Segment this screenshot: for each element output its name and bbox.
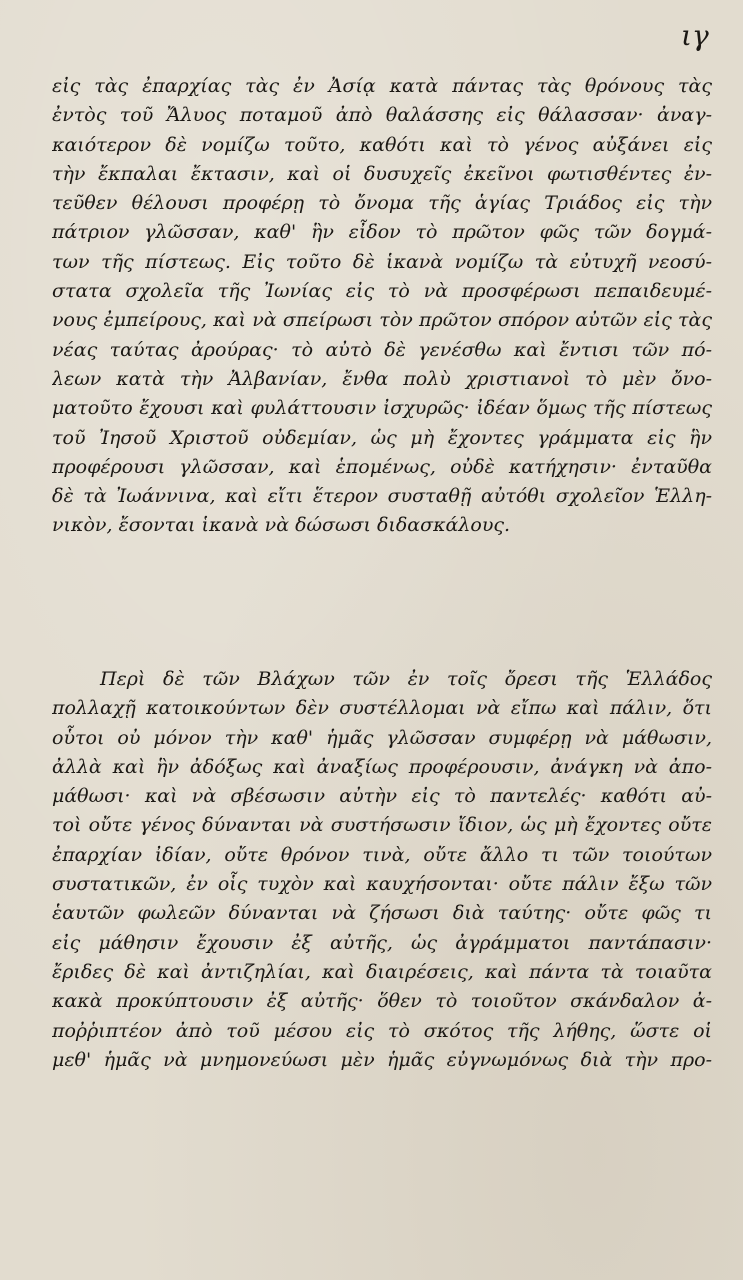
text-line: ἐπαρχίαν ἰδίαν, οὔτε θρόνον τινὰ, οὔτε ἄλλο τι τῶν τοιούτων [52, 843, 712, 866]
text-line: ἑαυτῶν φωλεῶν δύνανται νὰ ζήσωσι διὰ ταύτης· οὔτε φῶς τι [52, 902, 712, 925]
text-line: πάτριον γλῶσσαν, καθ' ἣν εἶδον τὸ πρῶτον φῶς τῶν δογμά- [52, 221, 712, 244]
text-line: στατα σχολεῖα τῆς Ἰωνίας εἰς τὸ νὰ προσφέρωσι πεπαιδευμέ- [52, 280, 712, 303]
text-line: ἀλλὰ καὶ ἣν ἀδόξως καὶ ἀναξίως προφέρουσιν, ἀνάγκη νὰ ἀπο- [52, 755, 712, 778]
text-line: τὴν ἔκπαλαι ἔκτασιν, καὶ οἱ δυσυχεῖς ἐκεῖνοι φωτισθέντες ἐν- [52, 162, 712, 185]
text-line: τοὶ οὔτε γένος δύνανται νὰ συστήσωσιν ἴδιον, ὡς μὴ ἔχοντες οὔτε [52, 814, 712, 837]
text-line: νέας ταύτας ἀρούρας· τὸ αὐτὸ δὲ γενέσθω καὶ ἔντισι τῶν πό- [52, 338, 712, 361]
text-line: δὲ τὰ Ἰωάννινα, καὶ εἴτι ἕτερον συσταθῇ αὐτόθι σχολεῖον Ἑλλη- [52, 485, 712, 508]
text-line: τοῦ Ἰησοῦ Χριστοῦ οὐδεμίαν, ὡς μὴ ἔχοντες γράμματα εἰς ἣν [52, 426, 712, 449]
text-line: προφέρουσι γλῶσσαν, καὶ ἑπομένως, οὐδὲ κατήχησιν· ἐνταῦθα [52, 455, 712, 478]
text-line: οὗτοι οὐ μόνον τὴν καθ' ἡμᾶς γλῶσσαν συμφέρῃ νὰ μάθωσιν, [52, 726, 712, 749]
text-line: των τῆς πίστεως. Εἰς τοῦτο δὲ ἱκανὰ νομίζω τὰ εὐτυχῆ νεοσύ- [52, 250, 712, 273]
text-line: τεῦθεν θέλουσι προφέρῃ τὸ ὄνομα τῆς ἁγίας Τριάδος εἰς τὴν [52, 192, 712, 215]
text-line: ποῤῥιπτέον ἀπὸ τοῦ μέσου εἰς τὸ σκότος τῆς λήθης, ὥστε οἱ [52, 1019, 712, 1042]
text-line: μεθ' ἡμᾶς νὰ μνημονεύωσι μὲν ἡμᾶς εὐγνωμόνως διὰ τὴν προ- [52, 1048, 712, 1071]
text-line: συστατικῶν, ἐν οἷς τυχὸν καὶ καυχήσονται· οὔτε πάλιν ἔξω τῶν [52, 873, 712, 896]
text-line: νους ἐμπείρους, καὶ νὰ σπείρωσι τὸν πρῶτον σπόρον αὐτῶν εἰς τὰς [52, 309, 712, 332]
text-line: μάθωσι· καὶ νὰ σβέσωσιν αὐτὴν εἰς τὸ παντελές· καθότι αὐ- [52, 785, 712, 808]
paragraph-2 [52, 665, 712, 1075]
text-line: ματοῦτο ἔχουσι καὶ φυλάττουσιν ἰσχυρῶς· ἰδέαν ὅμως τῆς πίστεως [52, 397, 712, 420]
page-number: ιγ [681, 19, 709, 52]
text-line: πολλαχῇ κατοικούντων δὲν συστέλλομαι νὰ εἴπω καὶ πάλιν, ὅτι [52, 697, 712, 720]
text-line: καιότερον δὲ νομίζω τοῦτο, καθότι καὶ τὸ γένος αὐξάνει εἰς [52, 133, 712, 156]
text-line: νικὸν, ἔσονται ἱκανὰ νὰ δώσωσι διδασκάλους. [52, 514, 511, 537]
text-line: εἰς τὰς ἐπαρχίας τὰς ἐν Ἀσίᾳ κατὰ πάντας τὰς θρόνους τὰς [52, 75, 712, 97]
text-line: λεων κατὰ τὴν Ἀλβανίαν, ἔνθα πολὺ χριστιανοὶ τὸ μὲν ὄνο- [52, 367, 712, 390]
text-line: ἔριδες δὲ καὶ ἀντιζηλίαι, καὶ διαιρέσεις, καὶ πάντα τὰ τοιαῦτα [52, 960, 712, 983]
paragraph-1 [52, 72, 712, 541]
text-line: Περὶ δὲ τῶν Βλάχων τῶν ἐν τοῖς ὄρεσι τῆς Ἑλλάδος [100, 668, 712, 690]
text-line: εἰς μάθησιν ἔχουσιν ἐξ αὐτῆς, ὡς ἀγράμματοι παντάπασιν· [52, 931, 712, 954]
text-line: ἐντὸς τοῦ Ἄλυος ποταμοῦ ἀπὸ θαλάσσης εἰς θάλασσαν· ἀναγ- [52, 104, 712, 127]
text-line: κακὰ προκύπτουσιν ἐξ αὐτῆς· ὅθεν τὸ τοιοῦτον σκάνδαλον ἀ- [52, 990, 712, 1013]
